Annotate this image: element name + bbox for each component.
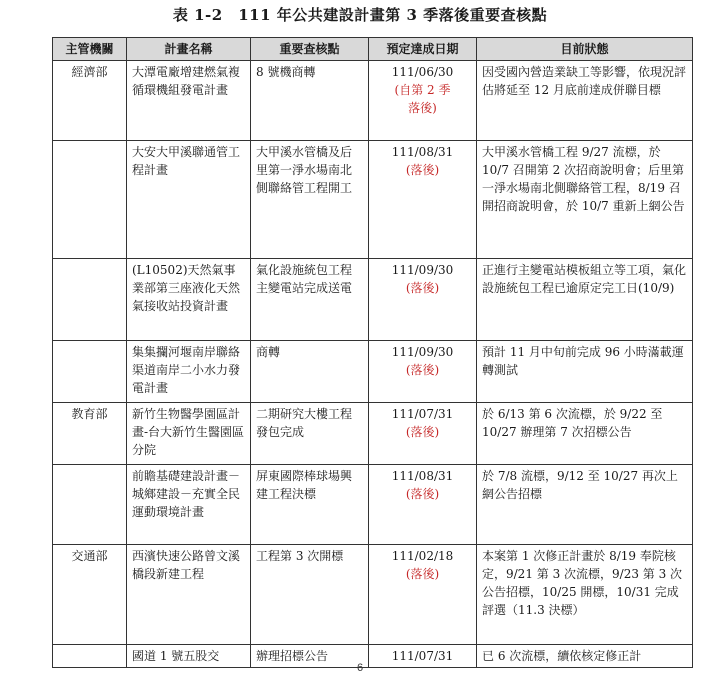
late-badge: (落後) [405,363,440,377]
late-badge: (落後) [405,487,440,501]
plan-cell: 大潭電廠增建燃氣複循環機組發電計畫 [127,61,251,141]
org-cell [53,141,127,259]
org-cell [53,259,127,341]
target-date: 111/07/31 [391,649,454,663]
org-cell: 教育部 [53,403,127,465]
status-cell: 預計 11 月中旬前完成 96 小時滿載運轉測試 [477,341,693,403]
header-status: 目前狀態 [477,38,693,61]
table-row [53,259,693,341]
date-cell [369,545,477,645]
plan-cell: 大安大甲溪聯通管工程計畫 [127,141,251,259]
table-row [53,141,693,259]
header-target-date: 預定達成日期 [369,38,477,61]
plan-cell: 新竹生物醫學園區計畫-台大新竹生醫園區分院 [127,403,251,465]
checkpoint-cell: 工程第 3 次開標 [251,545,369,645]
date-cell [369,259,477,341]
date-cell [369,465,477,545]
table-row [53,403,693,465]
table-title: 表 1-2 111 年公共建設計畫第 3 季落後重要查核點 [172,6,548,24]
target-date: 111/08/31 [391,469,454,483]
status-cell: 已 6 次流標，續依核定修正計 [477,645,693,668]
checkpoint-cell: 大甲溪水管橋及后里第一淨水場南北側聯絡管工程開工 [251,141,369,259]
target-date: 111/06/30 [391,65,454,79]
plan-cell: 西濱快速公路曾文溪橋段新建工程 [127,545,251,645]
late-badge: (落後) [405,567,440,581]
date-cell [369,341,477,403]
plan-cell: 前瞻基礎建設計畫－城鄉建設－充實全民運動環境計畫 [127,465,251,545]
checkpoint-table [52,37,693,668]
status-cell: 於 7/8 流標，9/12 至 10/27 再次上網公告招標 [477,465,693,545]
table-row [53,61,693,141]
late-badge: (落後) [405,281,440,295]
late-badge: (落後) [405,163,440,177]
date-cell [369,61,477,141]
org-cell [53,341,127,403]
checkpoint-cell: 屏東國際棒球場興建工程決標 [251,465,369,545]
table-row [53,545,693,645]
org-cell [53,465,127,545]
plan-cell: 集集攔河堰南岸聯絡渠道南岸二小水力發電計畫 [127,341,251,403]
late-badge: (落後) [405,425,440,439]
checkpoint-cell: 二期研究大樓工程發包完成 [251,403,369,465]
table-row [53,465,693,545]
table-row [53,341,693,403]
page-number: 6 [356,662,364,674]
target-date: 111/09/30 [391,263,454,277]
date-cell [369,141,477,259]
header-org: 主管機關 [53,38,127,61]
checkpoint-cell: 商轉 [251,341,369,403]
org-cell: 經濟部 [53,61,127,141]
header-checkpoint: 重要查核點 [251,38,369,61]
late-badge: (自第 2 季 落後) [394,83,451,115]
status-cell: 正進行主變電站模板組立等工項，氣化設施統包工程已逾原定完工日(10/9) [477,259,693,341]
target-date: 111/07/31 [391,407,454,421]
checkpoint-cell: 辦理招標公告 [251,645,369,668]
plan-cell: 國道 1 號五股交 [127,645,251,668]
table-header-row [53,38,693,61]
status-cell: 本案第 1 次修正計畫於 8/19 奉院核定，9/21 第 3 次流標，9/23 第 3 次公告招標，10/25 開標，10/31 完成評選（11.3 決標） [477,545,693,645]
target-date: 111/02/18 [391,549,454,563]
status-cell: 因受國內營造業缺工等影響，依現況評估將延至 12 月底前達成併聯目標 [477,61,693,141]
header-plan: 計畫名稱 [127,38,251,61]
status-cell: 於 6/13 第 6 次流標，於 9/22 至 10/27 辦理第 7 次招標公告 [477,403,693,465]
target-date: 111/09/30 [391,345,454,359]
plan-cell: (L10502)天然氣事業部第三座液化天然氣接收站投資計畫 [127,259,251,341]
status-cell: 大甲溪水管橋工程 9/27 流標，於 10/7 召開第 2 次招商說明會；后里第一淨水場南北側聯絡管工程，8/19 召開招商說明會，於 10/7 重新上網公告 [477,141,693,259]
org-cell: 交通部 [53,545,127,645]
checkpoint-cell: 8 號機商轉 [251,61,369,141]
checkpoint-cell: 氣化設施統包工程主變電站完成送電 [251,259,369,341]
date-cell [369,403,477,465]
target-date: 111/08/31 [391,145,454,159]
